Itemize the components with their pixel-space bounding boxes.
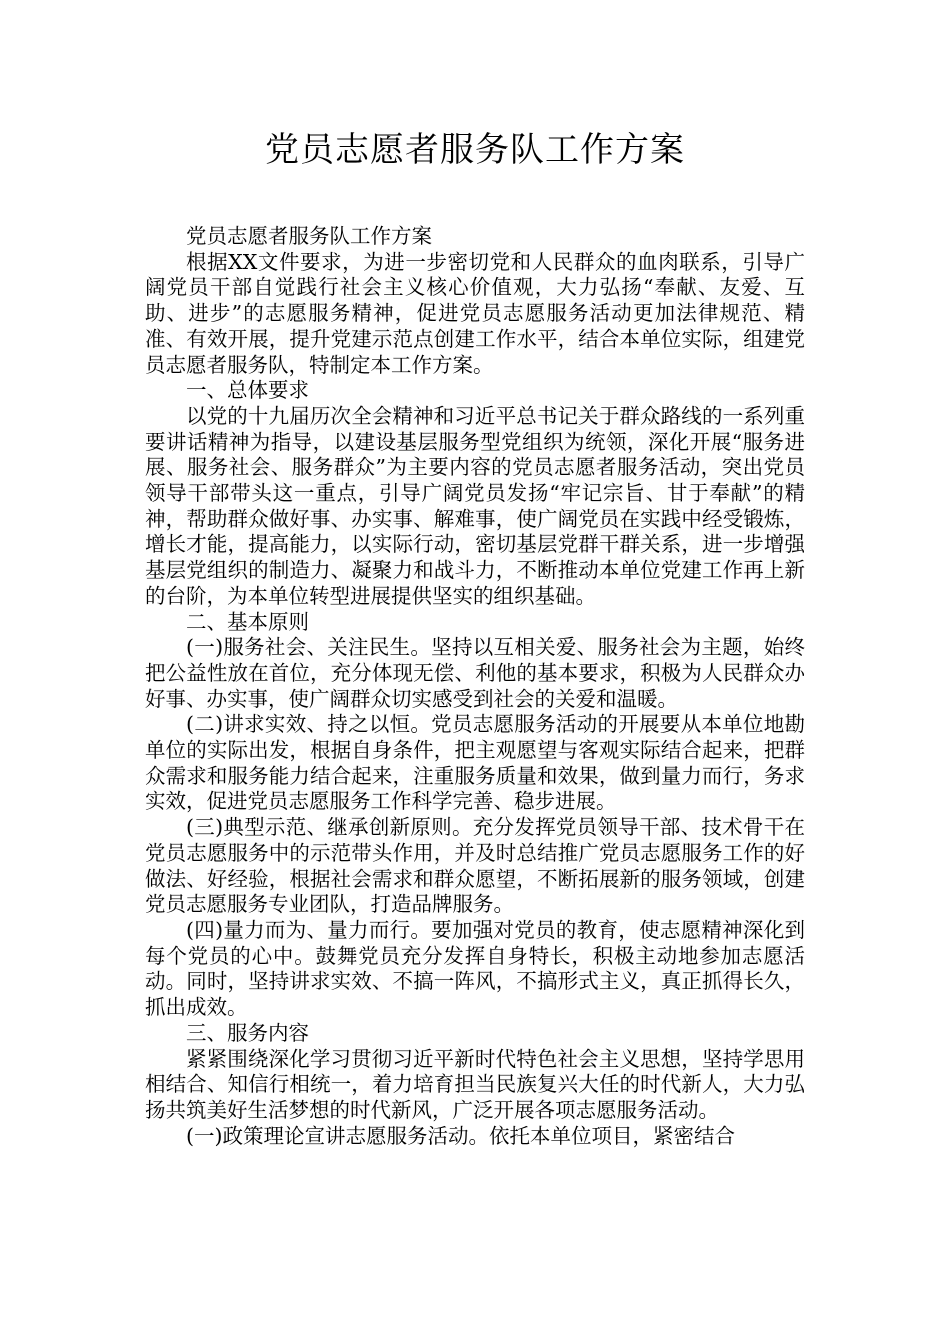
section-heading-general-requirements: 一、总体要求 bbox=[186, 378, 309, 403]
document-body bbox=[145, 224, 805, 1149]
paragraph-principle-2: (二)讲求实效、持之以恒。党员志愿服务活动的开展要从本单位地勘单位的实际出发，根据自身条件，把主观愿望与客观实际结合起来，把群众需求和服务能力结合起来，注重服务质量和效果，做到量力而行，务求实效，促进党员志愿服务工作科学完善、稳步进展。 bbox=[145, 712, 805, 814]
paragraph-principle-3: (三)典型示范、继承创新原则。充分发挥党员领导干部、技术骨干在党员志愿服务中的示范带头作用，并及时总结推广党员志愿服务工作的好做法、好经验，根据社会需求和群众愿望，不断拓展新的服务领域，创建党员志愿服务专业团队，打造品牌服务。 bbox=[145, 815, 805, 917]
paragraph-principle-1: (一)服务社会、关注民生。坚持以互相关爱、服务社会为主题，始终把公益性放在首位，充分体现无偿、利他的基本要求，积极为人民群众办好事、办实事，使广阔群众切实感受到社会的关爱和温暖。 bbox=[145, 635, 805, 711]
paragraph-principle-4: (四)量力而为、量力而行。要加强对党员的教育，使志愿精神深化到每个党员的心中。鼓舞党员充分发挥自身特长，积极主动地参加志愿活动。同时，坚持讲求实效、不搞一阵风，不搞形式主义，真正抓得长久，抓出成效。 bbox=[145, 917, 805, 1020]
paragraph-service-content: 紧紧围绕深化学习贯彻习近平新时代特色社会主义思想，坚持学思用相结合、知信行相统一，着力培育担当民族复兴大任的时代新人，大力弘扬共筑美好生活梦想的时代新风，广泛开展各项志愿服务活动。 bbox=[145, 1046, 805, 1122]
section-heading-basic-principles: 二、基本原则 bbox=[186, 609, 309, 634]
paragraph-service-item-1: (一)政策理论宣讲志愿服务活动。依托本单位项目，紧密结合 bbox=[186, 1123, 735, 1148]
section-heading-service-content: 三、服务内容 bbox=[186, 1020, 309, 1045]
paragraph-intro: 根据XX文件要求，为进一步密切党和人民群众的血肉联系，引导广阔党员干部自觉践行社会主义核心价值观，大力弘扬“奉献、友爱、互助、进步”的志愿服务精神，促进党员志愿服务活动更加法律规范、精准、有效开展，提升党建示范点创建工作水平，结合本单位实际，组建党员志愿者服务队，特制定本工作方案。 bbox=[145, 249, 805, 377]
paragraph-subtitle: 党员志愿者服务队工作方案 bbox=[186, 224, 432, 248]
paragraph-general-requirements: 以党的十九届历次全会精神和习近平总书记关于群众路线的一系列重要讲话精神为指导，以建设基层服务型党组织为统领，深化开展“服务进展、服务社会、服务群众”为主要内容的党员志愿者服务活动，突出党员领导干部带头这一重点，引导广阔党员发扬“牢记宗旨、甘于奉献”的精神，帮助群众做好事、办实事、解难事，使广阔党员在实践中经受锻炼，增长才能，提高能力，以实际行动，密切基层党群干群关系，进一步增强基层党组织的制造力、凝聚力和战斗力，不断推动本单位党建工作再上新的台阶，为本单位转型进展提供坚实的组织基础。 bbox=[145, 403, 805, 608]
document-title: 党员志愿者服务队工作方案 bbox=[265, 130, 685, 170]
